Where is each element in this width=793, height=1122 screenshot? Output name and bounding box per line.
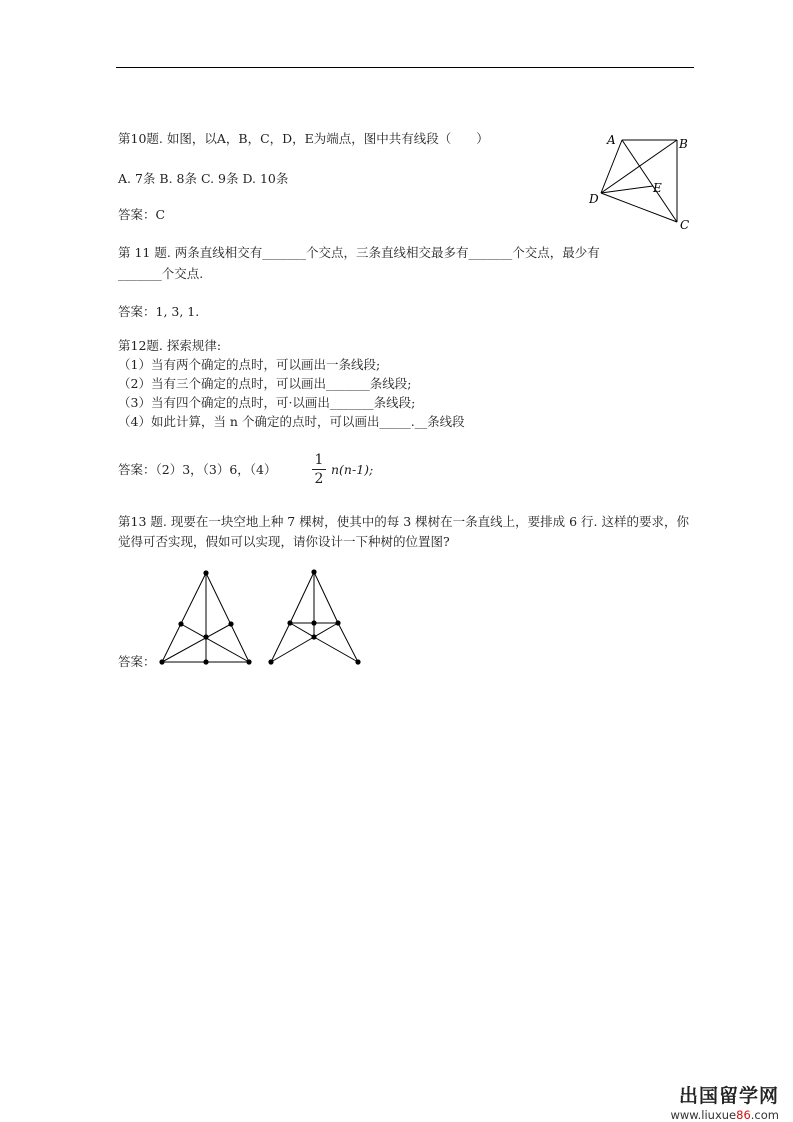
url-prefix: www.liuxue xyxy=(670,1108,737,1122)
tree-point xyxy=(178,621,183,626)
q10-question: 第10题. 如图，以A，B，C，D，E为端点，图中共有线段（ ） xyxy=(118,131,489,146)
q12-item1: （1）当有两个确定的点时，可以画出一条线段; xyxy=(118,357,381,372)
header-rule xyxy=(116,67,694,68)
q12-fraction xyxy=(312,452,326,487)
q13-diagram-right xyxy=(262,565,367,670)
tree-point xyxy=(268,659,273,664)
fraction-denominator: 2 xyxy=(314,471,324,487)
label-c: C xyxy=(680,218,690,232)
segment-ad xyxy=(601,140,622,193)
fraction-numerator: 1 xyxy=(314,452,324,468)
q10-options: A. 7条 B. 8条 C. 9条 D. 10条 xyxy=(118,171,289,186)
tree-point xyxy=(335,620,340,625)
q13-answer-label: 答案： xyxy=(118,654,156,669)
q12-item2: （2）当有三个确定的点时，可以画出_______条线段; xyxy=(118,376,412,391)
site-watermark xyxy=(670,1081,779,1122)
q13-diagram-left xyxy=(155,565,260,670)
watermark-url[interactable] xyxy=(670,1108,779,1122)
tree-point xyxy=(203,659,208,664)
segment-bd xyxy=(601,140,677,193)
q12-answer-suffix: n(n-1); xyxy=(331,462,374,477)
q13-question: 第13 题. 现要在一块空地上种 7 棵树，使其中的每 3 棵树在一条直线上，要排成 6 行. 这样的要求，你觉得可否实现，假如可以实现，请你设计一下种树的位置图? xyxy=(118,514,689,549)
tree-point xyxy=(246,659,251,664)
segment-ac xyxy=(622,140,677,222)
q12-item4: （4）如此计算，当 n 个确定的点时，可以画出_____.__条线段 xyxy=(118,414,465,429)
q12-answer-prefix: 答案：（2）3，（3）6，（4） xyxy=(118,462,277,477)
label-a: A xyxy=(607,133,616,147)
tree-point xyxy=(159,659,164,664)
q10-answer: 答案：C xyxy=(118,207,166,222)
q12-item3: （3）当有四个确定的点时，可·以画出_______条线段; xyxy=(118,395,416,410)
url-red: 86 xyxy=(736,1108,751,1122)
tree-point xyxy=(311,620,316,625)
watermark-title: 出国留学网 xyxy=(678,1085,779,1107)
url-suffix: .com xyxy=(750,1108,779,1122)
tree-point xyxy=(311,569,316,574)
fraction-bar xyxy=(312,469,326,470)
tree-point xyxy=(355,659,360,664)
tree-point xyxy=(287,620,292,625)
tree-point xyxy=(228,621,233,626)
q11-question-line1: 第 11 题. 两条直线相交有_______个交点，三条直线相交最多有_______个交点，最少有 xyxy=(118,245,600,260)
q10-figure xyxy=(585,130,695,235)
label-b: B xyxy=(679,137,688,151)
tree-point xyxy=(311,634,316,639)
q11-answer: 答案：1, 3, 1. xyxy=(118,304,200,319)
label-d: D xyxy=(589,192,599,206)
segment-dc xyxy=(601,193,677,222)
q12-title: 第12题. 探索规律: xyxy=(118,338,222,353)
tree-point xyxy=(203,570,208,575)
q11-question-line2: _______个交点. xyxy=(118,266,204,281)
tree-point xyxy=(203,634,208,639)
label-e: E xyxy=(653,181,662,195)
